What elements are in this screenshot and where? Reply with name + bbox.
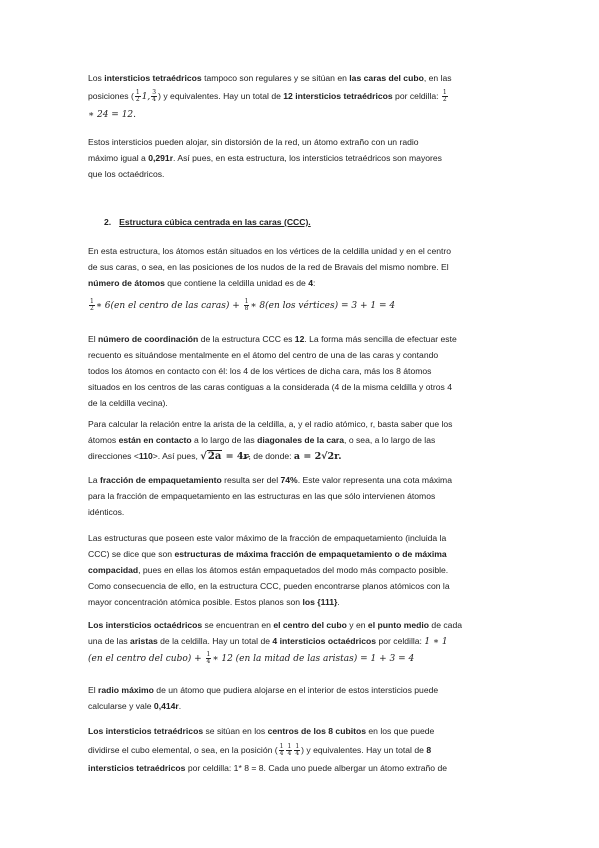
math-text: ∗ 12 (en la mitad de las aristas) = 1 + 3 = 4 <box>212 654 415 664</box>
math-text: a = 2√2r. <box>293 451 342 462</box>
bold-text: los {111} <box>302 597 338 607</box>
paragraph-tetrahedral-fcc <box>88 723 512 776</box>
text: . Así pues, en esta estructura, los intersticios tetraédricos son mayores <box>173 153 442 163</box>
paragraph-coordination <box>88 331 512 411</box>
text: de la celdilla. Hay un total de <box>157 636 273 646</box>
text-line <box>88 504 512 520</box>
text: de sus caras, o sea, en las posiciones de los nudos de la red de Bravais del mismo nombre. El <box>88 262 449 272</box>
text: tampoco son regulares y se sitúan en <box>201 73 350 83</box>
text: de cada <box>429 620 463 630</box>
text: una de las <box>88 636 131 646</box>
bold-text: el punto medio <box>367 620 430 630</box>
bold-text: número de átomos <box>88 278 165 288</box>
text: y en <box>346 620 368 630</box>
bold-text: fracción de empaquetamiento <box>99 475 222 485</box>
text: dividirse el cubo elemental, o sea, en la posición ( <box>88 745 278 755</box>
fraction: $\frac{1}{4}$ <box>279 742 284 758</box>
text: resulta ser del <box>221 475 281 485</box>
text: El <box>88 334 99 344</box>
text-line <box>88 562 512 578</box>
bold-text: Los intersticios octaédricos <box>88 620 203 630</box>
text: de la estructura CCC es <box>198 334 295 344</box>
bold-text: estructuras de máxima fracción de empaquetamiento o de máxima <box>174 549 447 559</box>
fraction: $\frac{3}{4}$ <box>152 88 157 104</box>
text: direcciones < <box>88 451 139 461</box>
text: , o sea, a lo largo de las <box>344 435 436 445</box>
math-text: ∗ 6(en el centro de las caras) + <box>95 301 243 311</box>
text-line <box>88 259 512 275</box>
math-text: 1 ∗ 1 <box>424 637 448 647</box>
paragraph-radius-bcc <box>88 134 512 182</box>
bold-text: están en contacto <box>118 435 192 445</box>
paragraph-edge-radius <box>88 416 512 465</box>
fraction: $\frac{1}{4}$ <box>206 650 211 666</box>
text-line <box>88 275 512 291</box>
math-text: ∗ 8(en los vértices) = 3 + 1 = 4 <box>250 301 396 311</box>
text: * 8 = 8. Cada uno puede albergar un átomo extraño de <box>238 763 448 773</box>
fraction: $\frac{1}{8}$ <box>244 297 249 313</box>
text: , de donde: <box>248 451 294 461</box>
bold-text: las caras del cubo <box>349 73 424 83</box>
fraction: $\frac{1}{2}$ <box>90 297 94 313</box>
math-line <box>88 650 512 667</box>
text: . <box>337 597 340 607</box>
equation-atom-count <box>88 297 512 314</box>
sqrt-expression: √2a <box>200 451 222 462</box>
bold-text: 4 <box>308 278 314 288</box>
text: : <box>313 278 316 288</box>
bold-text: 0,414r <box>153 701 179 711</box>
text: de un átomo que pudiera alojarse en el interior de estos intersticios puede <box>153 685 439 695</box>
bold-text: compacidad <box>88 565 139 575</box>
text: Los <box>88 73 105 83</box>
bold-text: 12 intersticios tetraédricos <box>283 91 393 101</box>
text: Para calcular la relación entre la arista de la celdilla, a, y el radio atómico, r, basta saber que los <box>88 419 453 429</box>
paragraph-octahedral-radius <box>88 682 512 714</box>
text-line <box>88 134 512 150</box>
heading-text: Estructura cúbica centrada en las caras (CCC). <box>119 217 311 227</box>
text-line <box>88 682 512 698</box>
text: ) y equivalentes. Hay un total de <box>301 745 427 755</box>
text: . La forma más sencilla de efectuar este <box>304 334 457 344</box>
bold-text: diagonales de la cara <box>257 435 345 445</box>
bold-text: aristas <box>130 636 158 646</box>
text-line <box>88 698 512 714</box>
text: , pues en ellas los átomos están empaquetados del modo más compacto posible. <box>138 565 449 575</box>
math-text: = 4 <box>222 451 244 462</box>
text: de la celdilla vecina). <box>88 398 168 408</box>
text-line <box>88 742 512 758</box>
text: . Este valor representa una cota máxima <box>297 475 452 485</box>
text: mayor concentración atómica posible. Estos planos son <box>88 597 303 607</box>
text-line <box>88 432 512 448</box>
text-line <box>88 633 512 650</box>
fraction: $\frac{1}{2}$ <box>135 88 140 104</box>
text-line <box>88 150 512 166</box>
text-line <box>88 617 512 633</box>
text: que los octaédricos. <box>88 169 165 179</box>
text: por celdilla: <box>376 636 425 646</box>
fraction: $\frac{1}{2}$ <box>442 88 447 104</box>
text-line <box>88 472 512 488</box>
text-line <box>88 363 512 379</box>
text: se encuentran en <box>202 620 274 630</box>
text: todos los átomos en contacto con él: los 4 de los vértices de dicha cara, más los 8 átomos <box>88 366 432 376</box>
bold-text: 4 intersticios octaédricos <box>272 636 377 646</box>
bold-text: intersticios tetraédricos <box>104 73 202 83</box>
math-text: 1, <box>141 92 151 102</box>
text-line <box>88 530 512 546</box>
bold-text: 110 <box>138 451 153 461</box>
bold-text: número de coordinación <box>98 334 199 344</box>
text-line <box>88 448 512 465</box>
bold-text: centros de los 8 cubitos <box>267 726 366 736</box>
math-text: ∗ 24 = 12. <box>88 110 137 120</box>
math-line <box>88 106 512 123</box>
text-line <box>88 578 512 594</box>
bold-text: intersticios tetraédricos <box>88 763 186 773</box>
text: CCC) se dice que son <box>88 549 175 559</box>
text: para la fracción de empaquetamiento en las estructuras en las que sólo intervienen átomos <box>88 491 436 501</box>
text: por celdilla: <box>392 91 441 101</box>
bold-text: Los intersticios tetraédricos <box>88 726 204 736</box>
heading-number: 2. <box>104 217 112 227</box>
fraction: $\frac{1}{4}$ <box>287 742 292 758</box>
text-line <box>88 723 512 739</box>
fraction: $\frac{1}{4}$ <box>295 742 300 758</box>
text: , en las <box>423 73 452 83</box>
text-line <box>88 88 512 105</box>
paragraph-fcc-intro <box>88 243 512 291</box>
text-line <box>88 760 512 776</box>
text: que contiene la celdilla unidad es de <box>164 278 309 288</box>
text: Las estructuras que poseen este valor máximo de la fracción de empaquetamiento (incluida la <box>88 533 447 543</box>
paragraph-octahedral-fcc <box>88 617 512 667</box>
text: se sitúan en los <box>203 726 268 736</box>
text-line <box>88 395 512 411</box>
bold-text: 74% <box>280 475 298 485</box>
text-line <box>88 347 512 363</box>
paragraph-compact-structures <box>88 530 512 610</box>
text: ) y equivalentes. Hay un total de <box>158 91 284 101</box>
paragraph-packing-fraction <box>88 472 512 520</box>
text: idénticos. <box>88 507 125 517</box>
text: >. Así pues, <box>152 451 201 461</box>
text-line <box>88 166 512 182</box>
text: recuento es situándose mentalmente en el átomo del centro de una de las caras y contando <box>88 350 439 360</box>
text-line <box>88 331 512 347</box>
text: El <box>88 685 99 695</box>
text: posiciones ( <box>88 91 134 101</box>
text-line <box>88 379 512 395</box>
text: en los que puede <box>365 726 435 736</box>
bold-text: el centro del cubo <box>273 620 347 630</box>
text-line <box>88 70 512 86</box>
text: La <box>88 475 100 485</box>
text-line <box>88 546 512 562</box>
text-line <box>88 243 512 259</box>
bold-text: 12 <box>294 334 305 344</box>
bold-text: radio máximo <box>98 685 154 695</box>
text-line <box>88 594 512 610</box>
text-line <box>88 416 512 432</box>
text: Estos intersticios pueden alojar, sin distorsión de la red, un átomo extraño con un radio <box>88 137 419 147</box>
text: . <box>178 701 182 711</box>
text: máximo igual a <box>88 153 149 163</box>
math-line <box>88 297 512 314</box>
text: calcularse y vale <box>88 701 154 711</box>
text: por celdilla: 1 <box>185 763 239 773</box>
text: Como consecuencia de ello, en la estructura CCC, pueden encontrarse planos atómicos con la <box>88 581 450 591</box>
math-text: (en el centro del cubo) + <box>88 654 205 664</box>
text: En esta estructura, los átomos están situados en los vértices de la celdilla unidad y en el centro <box>88 246 452 256</box>
text: a lo largo de las <box>191 435 258 445</box>
math-text: r <box>243 451 249 462</box>
text: situados en los centros de las caras contiguas a la considerada (4 de la misma celdilla y otros 4 <box>88 382 452 392</box>
bold-text: 8 <box>426 745 432 755</box>
text: átomos <box>88 435 119 445</box>
text-line <box>88 488 512 504</box>
bold-text: 0,291r <box>148 153 174 163</box>
paragraph-tetrahedral-bcc <box>88 70 512 123</box>
section-heading <box>88 214 311 230</box>
